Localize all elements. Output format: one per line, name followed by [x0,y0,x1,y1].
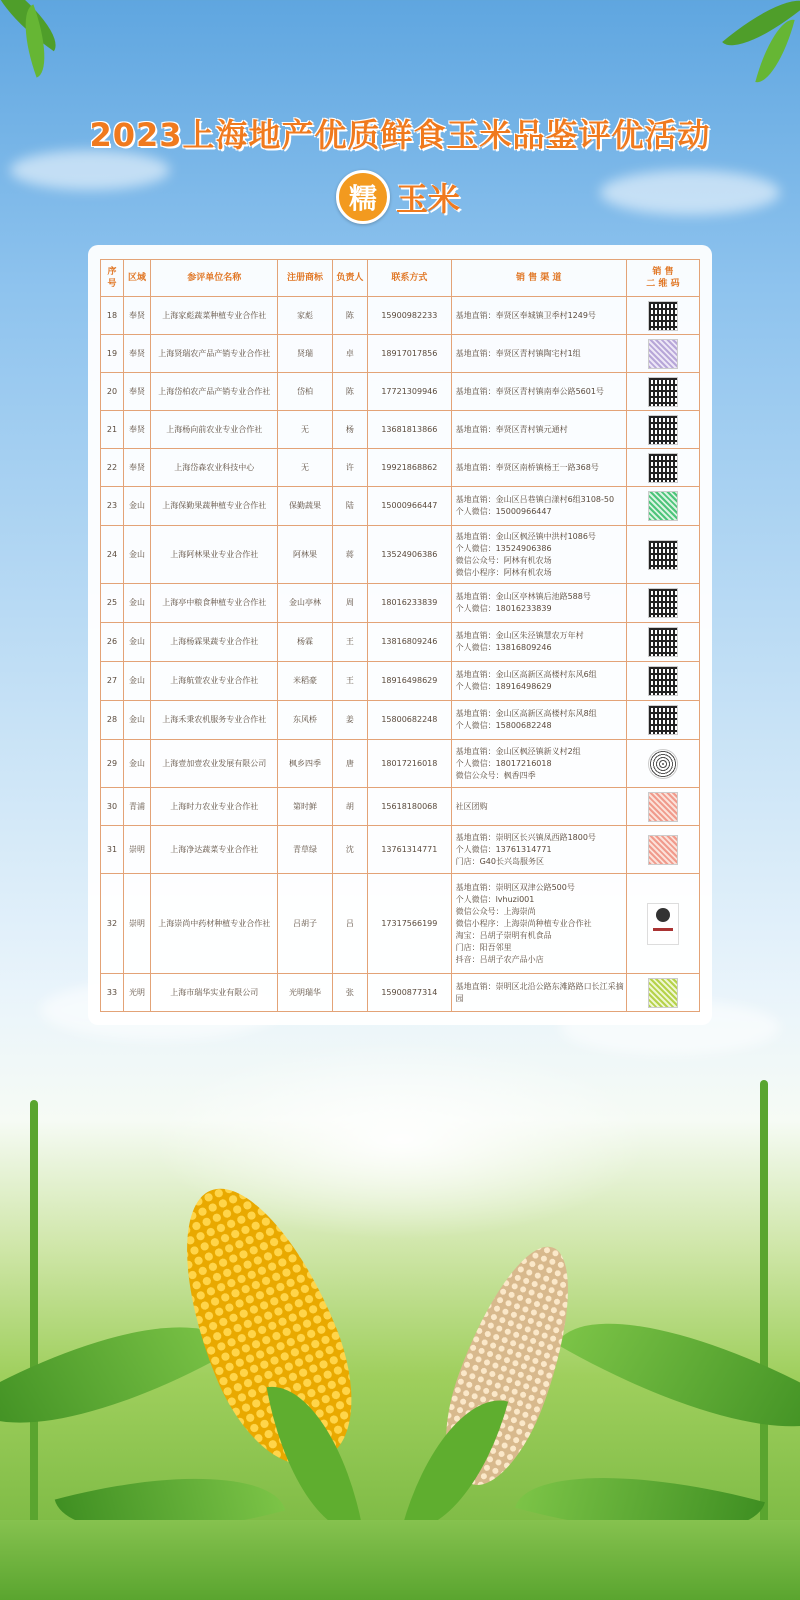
channel-line: 个人微信：18016233839 [455,604,552,613]
cell-person: 周 [332,584,367,623]
cell-qr [626,788,699,826]
cell-channel [451,335,626,373]
cell-district: 金山 [123,584,150,623]
cell-district: 奉贤 [123,373,150,411]
qr-code-image [648,666,678,696]
brand-logo [336,172,460,222]
cell-unit: 上海亭中粮食种植专业合作社 [151,584,278,623]
cell-district: 奉贤 [123,297,150,335]
channel-line: 基地直销：奉贤区青村镇元通村 [455,424,568,434]
cell-district: 崇明 [123,874,150,974]
cell-person: 陆 [332,487,367,526]
cell-district: 青浦 [123,788,150,826]
cell-qr [626,487,699,526]
cell-unit: 上海杨霖果蔬专业合作社 [151,623,278,662]
table-row [101,974,700,1012]
cell-qr [626,874,699,974]
channel-line: 基地直销：奉贤区青村镇陶宅村1组 [455,348,581,358]
cell-channel [451,701,626,740]
header-contact: 联系方式 [368,260,451,297]
cell-qr [626,826,699,874]
cell-qr [626,662,699,701]
cell-unit: 上海阿林果业专业合作社 [151,526,278,584]
cell-person: 吕 [332,874,367,974]
cell-unit: 上海崇尚中药材种植专业合作社 [151,874,278,974]
cell-contact: 15800682248 [368,701,451,740]
qr-code-image [648,301,678,331]
cell-contact: 15900877314 [368,974,451,1012]
channel-line: 基地直销：金山区朱泾镇慧农万年村 [455,631,584,640]
cell-qr [626,974,699,1012]
cell-district: 光明 [123,974,150,1012]
channel-line: 门店：G40长兴岛服务区 [455,856,544,866]
cell-person: 沈 [332,826,367,874]
cell-no: 31 [101,826,124,874]
cell-no: 23 [101,487,124,526]
cell-channel [451,526,626,584]
channel-line: 基地直销：金山区枫泾镇新义村2组 [455,746,581,756]
cell-qr [626,701,699,740]
cell-no: 27 [101,662,124,701]
cell-no: 18 [101,297,124,335]
cell-contact: 15900982233 [368,297,451,335]
table-row [101,623,700,662]
cell-person: 许 [332,449,367,487]
table-row [101,701,700,740]
cell-trademark: 无 [278,411,332,449]
brand-badge: 糯 [336,170,390,224]
cell-no: 19 [101,335,124,373]
cell-trademark: 东风桥 [278,701,332,740]
cell-trademark: 岱柏 [278,373,332,411]
header-no: 序号 [101,260,124,297]
cell-unit: 上海净达蔬菜专业合作社 [151,826,278,874]
cell-district: 崇明 [123,826,150,874]
brand-logo-image [647,903,679,945]
cell-contact: 17317566199 [368,874,451,974]
header-district: 区域 [123,260,150,297]
channel-line: 社区团购 [455,801,488,811]
cell-contact: 17721309946 [368,373,451,411]
cell-no: 28 [101,701,124,740]
cell-trademark: 吕胡子 [278,874,332,974]
cell-person: 唐 [332,740,367,788]
cell-unit: 上海保勤果蔬种植专业合作社 [151,487,278,526]
channel-line: 个人微信：15000966447 [455,507,552,516]
cell-no: 21 [101,411,124,449]
cell-qr [626,584,699,623]
cell-channel [451,826,626,874]
cell-district: 奉贤 [123,335,150,373]
cell-qr [626,449,699,487]
channel-line: 个人微信：18916498629 [455,682,552,691]
cell-unit: 上海家彪蔬菜种植专业合作社 [151,297,278,335]
qr-code-image [648,453,678,483]
channel-line: 微信公众号：上海崇尚 [455,906,536,916]
qr-code-image [648,978,678,1008]
cell-person: 蒋 [332,526,367,584]
cell-district: 奉贤 [123,449,150,487]
cell-qr [626,335,699,373]
cell-unit: 上海禾秉农机服务专业合作社 [151,701,278,740]
cell-unit: 上海市瑞华实业有限公司 [151,974,278,1012]
cell-qr [626,411,699,449]
cell-contact: 18916498629 [368,662,451,701]
page-title: 2023上海地产优质鲜食玉米品鉴评优活动 [89,116,711,154]
cell-person: 陈 [332,373,367,411]
table-row [101,584,700,623]
cell-channel [451,373,626,411]
cell-channel [451,584,626,623]
channel-line: 个人微信：18017216018 [455,758,552,768]
cell-district: 金山 [123,526,150,584]
cell-unit: 上海时力农业专业合作社 [151,788,278,826]
qr-code-image [648,491,678,521]
cell-person: 卓 [332,335,367,373]
cell-no: 29 [101,740,124,788]
channel-line: 抖音：吕胡子农产品小店 [455,954,544,964]
table-row [101,526,700,584]
qr-code-image [648,705,678,735]
cloud [600,170,780,215]
cell-person: 王 [332,662,367,701]
channel-line: 基地直销：奉贤区南桥镇杨王一路368号 [455,462,599,472]
cell-person: 张 [332,974,367,1012]
channel-line: 门店：阳吾邻里 [455,942,512,952]
table-row [101,411,700,449]
cell-qr [626,623,699,662]
cell-trademark: 无 [278,449,332,487]
cell-trademark: 青草绿 [278,826,332,874]
cell-district: 金山 [123,623,150,662]
cell-channel [451,974,626,1012]
cell-unit: 上海岱森农业科技中心 [151,449,278,487]
qr-code-image [648,415,678,445]
table-row [101,740,700,788]
participants-table [100,259,700,1012]
cell-person: 陈 [332,297,367,335]
cell-channel [451,662,626,701]
cell-qr [626,373,699,411]
cell-qr [626,526,699,584]
cell-no: 30 [101,788,124,826]
channel-line: 个人微信：13761314771 [455,844,552,854]
cell-district: 金山 [123,740,150,788]
channel-line: 基地直销：奉贤区青村镇南奉公路5601号 [455,386,604,396]
cell-trademark: 第时鲜 [278,788,332,826]
channel-line: 基地直销：奉贤区奉城镇卫季村1249号 [455,310,596,320]
qr-code-image [648,588,678,618]
grass-field [0,1520,800,1600]
cell-trademark: 米稻豪 [278,662,332,701]
header-person: 负责人 [332,260,367,297]
table-card [88,245,712,1025]
channel-line: 淘宝：吕胡子崇明有机食品 [455,930,552,940]
brand-text: 玉米 [396,180,461,218]
cell-trademark: 金山亭林 [278,584,332,623]
cell-channel [451,740,626,788]
cell-contact: 13761314771 [368,826,451,874]
qr-code-image [648,377,678,407]
table-row [101,826,700,874]
table-body [101,297,700,1012]
cell-channel [451,411,626,449]
cell-contact: 15618180068 [368,788,451,826]
cell-channel [451,449,626,487]
cloud [10,150,170,190]
channel-line: 基地直销：金山区吕巷镇白漾村6组3108-50 [455,495,615,504]
table-row [101,788,700,826]
table-row [101,874,700,974]
cell-trademark: 保勤蔬果 [278,487,332,526]
cell-contact: 18917017856 [368,335,451,373]
cell-channel [451,487,626,526]
qr-code-image [648,627,678,657]
cell-unit: 上海航萱农业专业合作社 [151,662,278,701]
cell-unit: 上海杨向前农业专业合作社 [151,411,278,449]
cell-no: 32 [101,874,124,974]
table-row [101,373,700,411]
cell-contact: 13524906386 [368,526,451,584]
channel-line: 个人微信：15800682248 [455,721,552,730]
channel-line: 微信小程序：阿林有机农场 [455,567,552,577]
header-unit: 参评单位名称 [151,260,278,297]
cell-channel [451,874,626,974]
cell-contact: 18016233839 [368,584,451,623]
channel-line: 基地直销：金山区亭林镇后池路588号 [455,592,591,601]
cell-contact: 13681813866 [368,411,451,449]
cell-district: 奉贤 [123,411,150,449]
header-qr-line1: 销 售 [652,267,674,277]
channel-line: 微信公众号：枫香四季 [455,770,536,780]
header-qr [626,260,699,297]
table-row [101,662,700,701]
qr-code-image [648,749,678,779]
channel-line: 个人微信：13816809246 [455,643,552,652]
cell-person: 王 [332,623,367,662]
qr-code-image [648,540,678,570]
cell-channel [451,297,626,335]
channel-line: 个人微信：13524906386 [455,543,552,553]
cell-trademark: 家彪 [278,297,332,335]
channel-line: 基地直销：崇明区长兴镇凤西路1800号 [455,832,596,842]
cell-trademark: 贤瑞 [278,335,332,373]
channel-line: 基地直销：金山区高新区高楼村东风6组 [455,670,597,679]
cell-district: 金山 [123,487,150,526]
channel-line: 基地直销：崇明区双津公路500号 [455,882,575,892]
cell-district: 金山 [123,701,150,740]
cell-no: 22 [101,449,124,487]
cell-trademark: 杨霖 [278,623,332,662]
cell-channel [451,623,626,662]
channel-line: 基地直销：金山区枫泾镇中洪村1086号 [455,531,596,541]
header-qr-line2: 二 维 码 [646,279,680,289]
qr-code-image [648,792,678,822]
cell-trademark: 光明瑞华 [278,974,332,1012]
table-row [101,297,700,335]
table-row [101,487,700,526]
cell-contact: 18017216018 [368,740,451,788]
cell-no: 24 [101,526,124,584]
cell-contact: 15000966447 [368,487,451,526]
cell-channel [451,788,626,826]
channel-line: 微信公众号：阿林有机农场 [455,555,552,565]
header-trademark: 注册商标 [278,260,332,297]
cell-unit: 上海贤瑞农产品产销专业合作社 [151,335,278,373]
header-channel: 销 售 渠 道 [451,260,626,297]
cell-unit: 上海岱柏农产品产销专业合作社 [151,373,278,411]
channel-line: 个人微信：lvhuzi001 [455,894,535,904]
cell-trademark: 阿林果 [278,526,332,584]
channel-line: 基地直销：崇明区北沿公路东滩路路口长江采摘园 [455,981,624,1003]
table-row [101,335,700,373]
cell-trademark: 枫乡四季 [278,740,332,788]
qr-code-image [648,339,678,369]
cell-person: 胡 [332,788,367,826]
cell-no: 33 [101,974,124,1012]
channel-line: 微信小程序：上海崇尚种植专业合作社 [455,918,592,928]
cell-qr [626,297,699,335]
cell-unit: 上海壹加壹农业发展有限公司 [151,740,278,788]
channel-line: 基地直销：金山区高新区高楼村东风8组 [455,709,597,718]
cell-contact: 19921868862 [368,449,451,487]
cell-district: 金山 [123,662,150,701]
cell-person: 杨 [332,411,367,449]
cell-no: 26 [101,623,124,662]
cell-qr [626,740,699,788]
cell-no: 20 [101,373,124,411]
cell-contact: 13816809246 [368,623,451,662]
cell-person: 姜 [332,701,367,740]
table-row [101,449,700,487]
qr-code-image [648,835,678,865]
cell-no: 25 [101,584,124,623]
table-header-row [101,260,700,297]
